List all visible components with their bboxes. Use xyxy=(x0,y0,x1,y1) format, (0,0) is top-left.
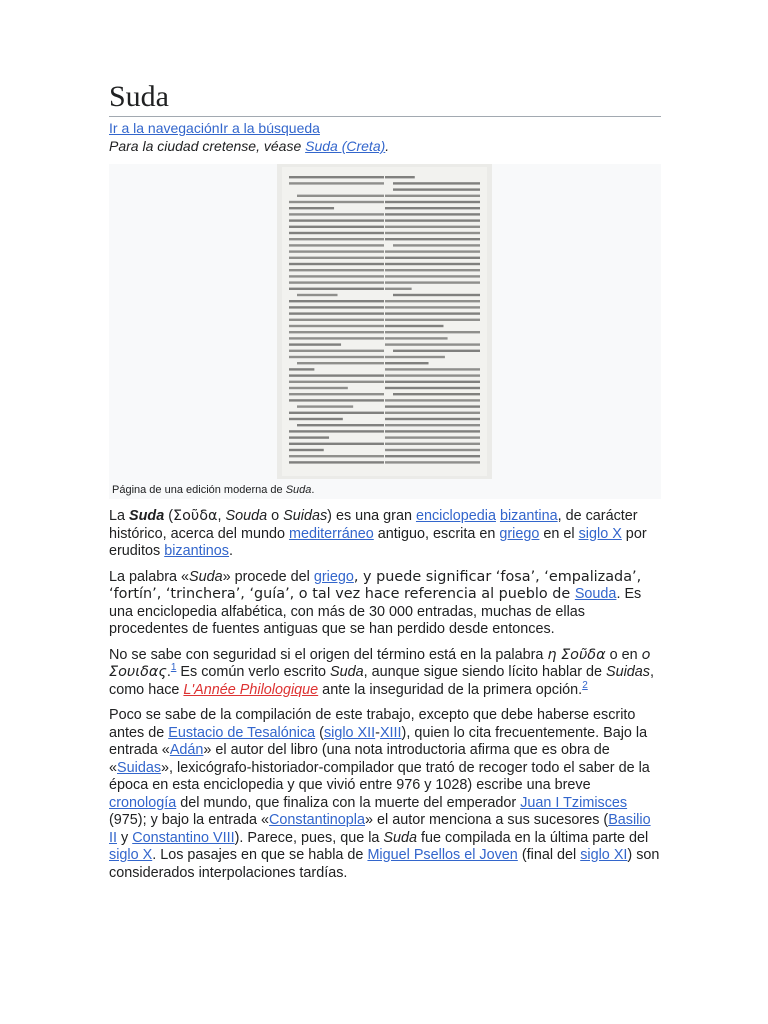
scan-text-line xyxy=(385,424,480,426)
scan-text-line xyxy=(385,405,480,407)
scan-text-line xyxy=(289,244,384,246)
scan-text-line xyxy=(297,362,384,364)
xiii-link[interactable]: XIII xyxy=(379,724,402,741)
scan-text-line xyxy=(393,182,480,184)
scan-text-line xyxy=(289,207,334,209)
scan-text-line xyxy=(385,250,480,252)
scan-text-line xyxy=(289,312,384,314)
paragraph-2: La palabra «Suda» procede del griego, y puede significar ‘fosa’, ‘empalizada’, ‘fortín’, ‘trinchera’, ‘guía’, o tal vez hace referencia al pueblo de Souda. Es una enciclopedia alfabética, con más de 30 000 entradas, muchas de ellas procedentes de fuentes antiguas que se han perdido desde entonces. xyxy=(109,568,642,637)
juan-tzimisces-link[interactable]: Juan I Tzimisces xyxy=(520,794,628,811)
scan-text-line xyxy=(289,325,384,327)
scan-text-line xyxy=(289,337,384,339)
scan-text-line xyxy=(385,213,480,215)
scan-text-line xyxy=(289,281,384,283)
scan-text-line xyxy=(289,201,384,203)
reference-2-link[interactable]: 2 xyxy=(582,679,588,691)
scan-text-line xyxy=(289,430,384,432)
scan-text-line xyxy=(385,201,480,203)
scan-text-line xyxy=(289,213,384,215)
scan-text-line xyxy=(289,356,384,358)
scan-text-line xyxy=(289,306,384,308)
scan-text-line xyxy=(385,275,480,277)
scan-text-line xyxy=(385,399,480,401)
scan-text-line xyxy=(393,350,480,352)
scan-text-line xyxy=(385,325,443,327)
scan-text-line xyxy=(385,219,480,221)
scan-text-line xyxy=(385,412,480,414)
scan-text-line xyxy=(385,281,480,283)
scan-text-line xyxy=(385,195,480,197)
scan-text-line xyxy=(289,381,384,383)
scan-text-line xyxy=(385,368,480,370)
hatnote: Para la ciudad cretense, véase Suda (Creta). xyxy=(109,138,390,154)
scan-text-line xyxy=(385,288,412,290)
scan-text-line xyxy=(385,418,480,420)
scan-text-line xyxy=(289,436,329,438)
siglo-x-link[interactable]: siglo X xyxy=(578,525,622,542)
scan-text-line xyxy=(289,331,384,333)
scan-text-line xyxy=(385,430,480,432)
reference-1-link[interactable]: 1 xyxy=(170,662,177,674)
constantinopla-link[interactable]: Constantinopla xyxy=(269,812,366,828)
scan-text-line xyxy=(289,300,384,302)
basilio-ii-link[interactable]: Basilio II xyxy=(109,812,651,846)
griego-link-2[interactable]: griego xyxy=(313,568,354,585)
scan-text-line xyxy=(289,232,384,234)
scan-text-line xyxy=(289,399,384,401)
scan-text-line xyxy=(385,362,429,364)
jump-links xyxy=(109,119,661,137)
scan-text-line xyxy=(385,443,480,445)
scan-text-line xyxy=(385,207,480,209)
scan-text-line xyxy=(385,461,480,463)
paragraph-4: Poco se sabe de la compilación de este trabajo, excepto que debe haberse escrito antes de Eustacio de Tesalónica (siglo XII-XIII), quien lo cita frecuentemente. Bajo la entrada «Adán» el autor del libro (una nota introductoria afirma que es obra de «Suidas», lexicógrafo-historiador-compilador que trató de recoger todo el saber de la época en esta enciclopedia y que vivió entre 976 y 1028) escribe una breve cronología del mundo, que finaliza con la muerte del emperador Juan I Tzimisces (975); y bajo la entrada «Constantinopla» el autor menciona a sus sucesores (Basilio II y Constantino VIII). Parece, pues, que la Suda fue compilada en la última parte del siglo X. Los pasajes en que se habla de Miguel Psellos el Joven (final del siglo XI) son considerados interpolaciones tardías. xyxy=(109,707,660,881)
scan-text-line xyxy=(385,319,480,321)
suda-creta-link[interactable]: Suda (Creta) xyxy=(305,138,386,154)
scan-text-line xyxy=(385,337,448,339)
scan-text-line xyxy=(385,176,415,178)
scan-text-line xyxy=(297,294,338,296)
siglo-x-link-2[interactable]: siglo X xyxy=(109,847,153,863)
scan-text-line xyxy=(289,275,384,277)
scan-text-line xyxy=(289,368,314,370)
scan-text-line xyxy=(385,306,480,308)
scan-text-line xyxy=(385,226,480,228)
scan-text-line xyxy=(289,288,384,290)
siglo-xii-link[interactable]: siglo XII xyxy=(323,724,376,741)
scan-text-line xyxy=(289,219,384,221)
scan-text-line xyxy=(289,374,384,376)
scan-text-line xyxy=(393,188,480,190)
souda-link[interactable]: Souda xyxy=(574,586,617,602)
scan-text-line xyxy=(385,374,480,376)
cronologia-link[interactable]: cronología xyxy=(109,794,177,811)
scan-text-line xyxy=(289,238,384,240)
suidas-link[interactable]: Suidas xyxy=(117,759,162,776)
scan-text-line xyxy=(289,393,384,395)
figure xyxy=(109,164,661,499)
scan-text-line xyxy=(393,294,480,296)
scan-text-line xyxy=(289,257,384,259)
scan-text-line xyxy=(289,250,384,252)
scan-text-line xyxy=(385,381,480,383)
scan-text-line xyxy=(289,412,384,414)
figure-caption: Página de una edición moderna de Suda. xyxy=(112,484,315,496)
scan-text-line xyxy=(385,238,480,240)
enciclopedia-link[interactable]: enciclopedia xyxy=(415,508,496,524)
scan-text-line xyxy=(385,356,445,358)
jump-to-search-link[interactable]: Ir a la búsqueda xyxy=(219,120,320,136)
eustacio-link[interactable]: Eustacio de Tesalónica xyxy=(168,724,316,741)
annee-philologique-link[interactable]: L'Année Philologique xyxy=(183,681,319,698)
scan-text-line xyxy=(385,455,480,457)
siglo-xi-link[interactable]: siglo XI xyxy=(580,847,628,863)
page-title: Suda xyxy=(109,80,661,117)
scan-text-line xyxy=(385,232,480,234)
scan-text-line xyxy=(289,263,384,265)
adan-link[interactable]: Adán xyxy=(169,742,204,758)
scan-text-line xyxy=(385,269,480,271)
scan-text-line xyxy=(289,343,341,345)
scan-text-line xyxy=(385,436,480,438)
scan-text-line xyxy=(289,418,343,420)
scan-text-line xyxy=(385,312,480,314)
mediterraneo-link[interactable]: mediterráneo xyxy=(288,525,374,542)
scan-text-line xyxy=(297,405,353,407)
scan-text-line xyxy=(385,300,480,302)
scan-text-line xyxy=(289,350,384,352)
scan-text-line xyxy=(289,226,384,228)
scan-text-line xyxy=(289,387,348,389)
scan-text-line xyxy=(289,455,384,457)
scanned-page-image[interactable] xyxy=(277,164,492,479)
scan-text-line xyxy=(385,449,480,451)
scan-text-line xyxy=(385,343,480,345)
paragraph-1: La Suda (Σοῦδα, Souda o Suidas) es una gran enciclopedia bizantina, de carácter histórico, acerca del mundo mediterráneo antiguo, escrita en griego en el siglo X por eruditos bizantinos. xyxy=(109,508,647,559)
scan-text-line xyxy=(289,182,384,184)
bizantinos-link[interactable]: bizantinos xyxy=(164,543,230,559)
scan-text-line xyxy=(289,269,384,271)
article xyxy=(109,80,661,890)
griego-link[interactable]: griego xyxy=(499,525,540,542)
jump-to-navigation-link[interactable]: Ir a la navegación xyxy=(109,120,220,136)
scan-text-line xyxy=(289,449,324,451)
scan-text-line xyxy=(393,244,480,246)
scan-text-line xyxy=(393,393,480,395)
constantino-viii-link[interactable]: Constantino VIII xyxy=(132,829,235,846)
paragraph-3: No se sabe con seguridad si el origen del término está en la palabra η Σοῦδα o en ο Σουιδας.$^1$ Es común verlo escrito Suda, aunque sigue siendo lícito hablar de Suidas, como hace L'Année Philologique ante la inseguridad de la primera opción.$^2$ xyxy=(109,646,655,698)
scanned-page-drawing xyxy=(277,164,492,479)
scan-text-line xyxy=(385,257,480,259)
scan-text-line xyxy=(385,331,480,333)
scan-text-line xyxy=(385,263,480,265)
scan-text-line xyxy=(289,319,384,321)
scan-text-line xyxy=(297,424,384,426)
scan-text-line xyxy=(289,443,384,445)
bizantina-link[interactable]: bizantina xyxy=(499,508,558,524)
scan-text-line xyxy=(385,387,480,389)
scan-text-line xyxy=(289,176,384,178)
scan-text-line xyxy=(289,461,384,463)
miguel-psellos-link[interactable]: Miguel Psellos el Joven xyxy=(367,847,518,863)
scan-text-line xyxy=(297,195,384,197)
